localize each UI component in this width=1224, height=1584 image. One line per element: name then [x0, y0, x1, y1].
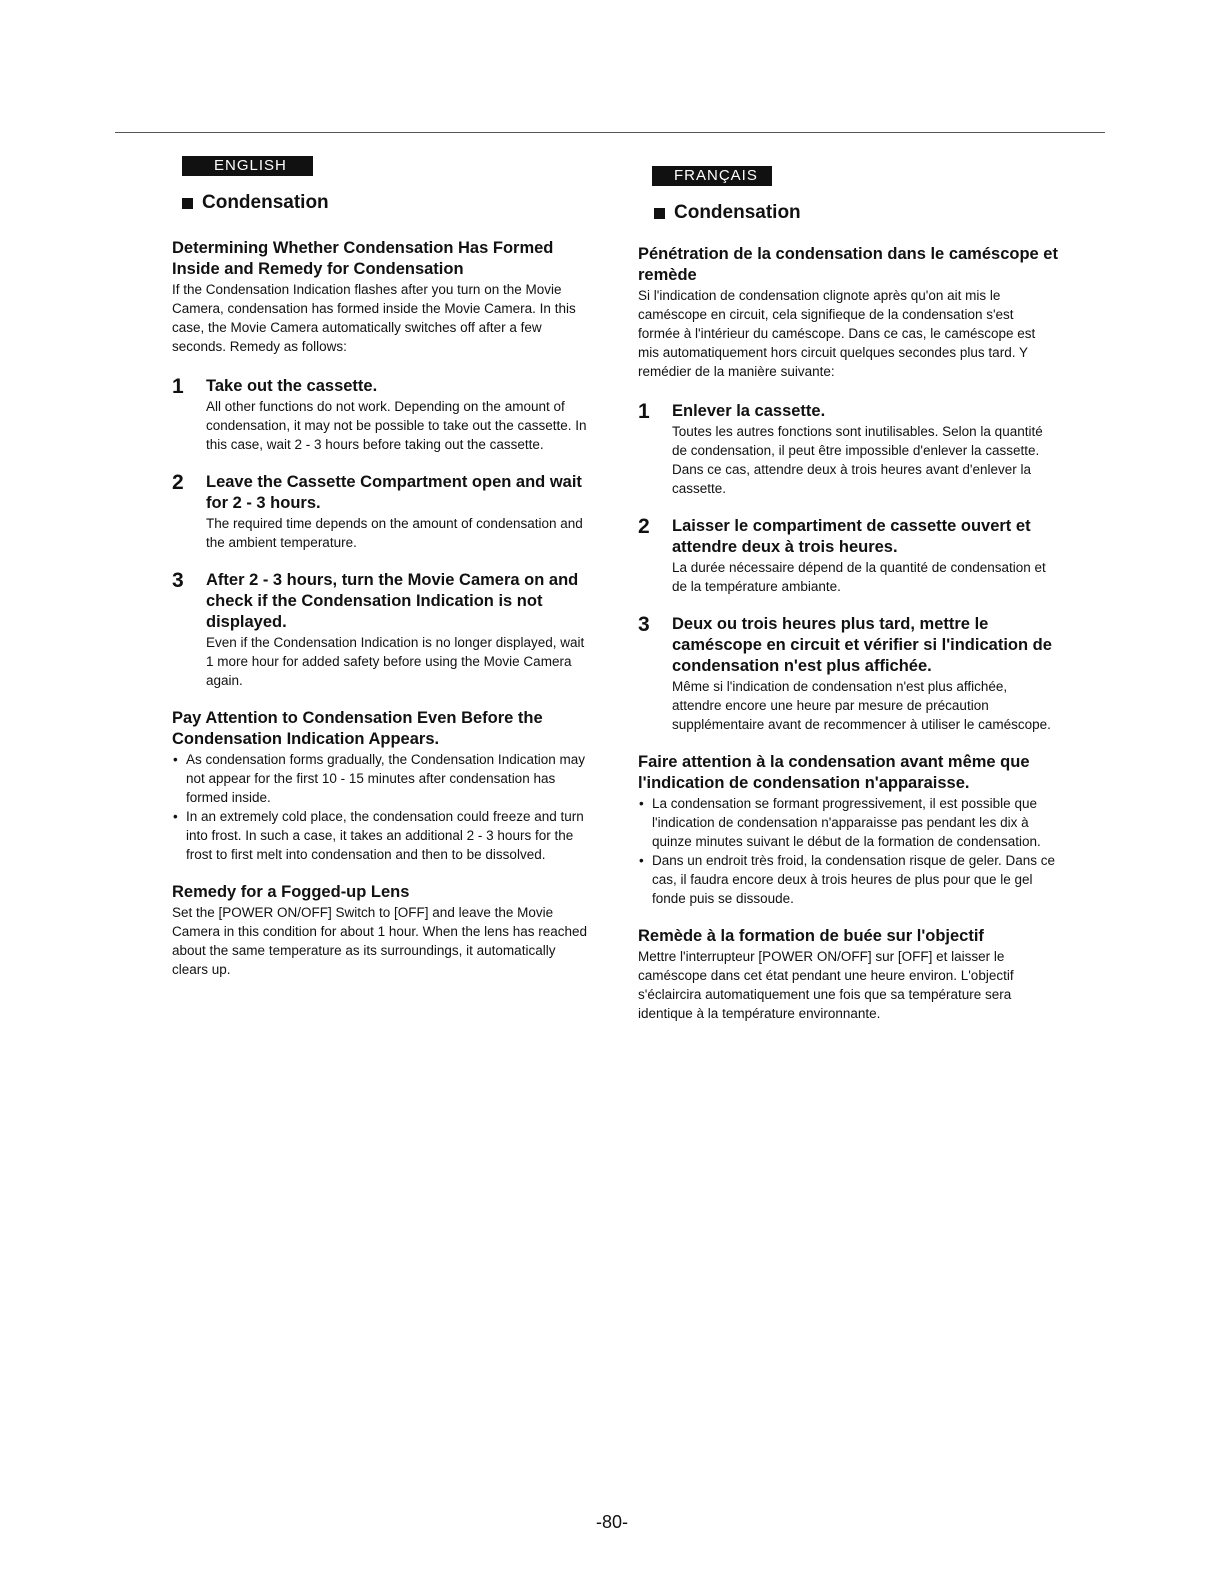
french-attention-list [638, 794, 1058, 908]
step-text: Même si l'indication de condensation n'est plus affichée, attendre encore une heure par mesure de précaution supplémentaire avant de recommencer à utiliser le caméscope. [672, 679, 1051, 732]
english-section-title [182, 192, 592, 214]
french-intro-text: Si l'indication de condensation clignote après qu'on ait mis le caméscope en circuit, cela signifieque de la condensation s'est formée à l'intérieur du caméscope. Dans ce cas, le caméscope est mis automatiquement hors circuit quelques secondes plus tard. Y remédier de la manière suivante: [638, 288, 1036, 379]
list-item: • In an extremely cold place, the condensation could freeze and turn into frost. In such a case, it takes an additional 2 - 3 hours for the frost to first melt into condensation and then to be dissolved. [172, 807, 592, 864]
square-bullet-icon [182, 198, 193, 209]
step-title: Laisser le compartiment de cassette ouvert et attendre deux à trois heures. [672, 517, 1031, 556]
step-number: 2 [638, 515, 650, 538]
english-lens-text: Set the [POWER ON/OFF] Switch to [OFF] and leave the Movie Camera in this condition for about 1 hour. When the lens has reached about the same temperature as its surroundings, it automatically clears up. [172, 905, 587, 977]
step-text: All other functions do not work. Depending on the amount of condensation, it may not be possible to take out the cassette. In this case, wait 2 - 3 hours before taking out the cassette. [206, 399, 587, 452]
french-section-title-text: Condensation [674, 202, 801, 223]
step-text: Toutes les autres fonctions sont inutilisables. Selon la quantité de condensation, il peut être impossible d'enlever la cassette. Dans ce cas, attendre deux à trois heures avant d'enlever la cassette. [672, 424, 1043, 496]
step-title: Enlever la cassette. [672, 402, 826, 420]
list-item: • La condensation se formant progressivement, il est possible que l'indication de condensation n'apparaisse pas pendant les dix à quinze minutes suivant le début de la formation de condensation. [638, 794, 1058, 851]
step-number: 1 [638, 400, 650, 423]
french-language-label: FRANÇAIS [652, 166, 772, 186]
french-step-3 [638, 614, 1058, 734]
french-intro-heading: Pénétration de la condensation dans le caméscope et remède [638, 245, 1058, 284]
square-bullet-icon [654, 208, 665, 219]
french-lens-text: Mettre l'interrupteur [POWER ON/OFF] sur [OFF] et laisser le caméscope dans cet état pendant une heure environ. L'objectif s'éclaircira automatiquement une fois que sa température sera identique à la température environnante. [638, 949, 1014, 1021]
english-intro-text: If the Condensation Indication flashes after you turn on the Movie Camera, condensation has formed inside the Movie Camera. In this case, the Movie Camera automatically switches off after a few seconds. Remedy as follows: [172, 282, 576, 354]
page-number: -80- [595, 1512, 628, 1532]
french-step-2 [638, 516, 1058, 596]
french-section-title [654, 202, 1058, 224]
french-step-1 [638, 401, 1058, 498]
english-attention-heading: Pay Attention to Condensation Even Before the Condensation Indication Appears. [172, 709, 543, 748]
step-number: 3 [638, 613, 650, 636]
step-title: Take out the cassette. [206, 377, 378, 395]
french-attention-heading: Faire attention à la condensation avant même que l'indication de condensation n'apparaisse. [638, 753, 1030, 792]
step-number: 1 [172, 375, 184, 398]
step-title: Leave the Cassette Compartment open and wait for 2 - 3 hours. [206, 473, 582, 512]
french-column [638, 166, 1058, 1023]
step-number: 2 [172, 471, 184, 494]
english-attention-list [172, 750, 592, 864]
french-lens-heading: Remède à la formation de buée sur l'objectif [638, 927, 984, 945]
step-text: La durée nécessaire dépend de la quantité de condensation et de la température ambiante. [672, 560, 1046, 594]
top-rule [115, 132, 1105, 133]
english-intro-heading: Determining Whether Condensation Has Formed Inside and Remedy for Condensation [172, 239, 554, 278]
list-item: • Dans un endroit très froid, la condensation risque de geler. Dans ce cas, il faudra encore deux à trois heures de plus pour que le gel fonde puis se dissoude. [638, 851, 1058, 908]
english-column [172, 156, 592, 979]
step-title: Deux ou trois heures plus tard, mettre le caméscope en circuit et vérifier si l'indication de condensation n'est plus affichée. [672, 615, 1052, 675]
english-lens-heading: Remedy for a Fogged-up Lens [172, 883, 410, 901]
english-step-2 [172, 472, 592, 552]
step-number: 3 [172, 569, 184, 592]
step-text: Even if the Condensation Indication is no longer displayed, wait 1 more hour for added safety before using the Movie Camera again. [206, 635, 585, 688]
english-language-label: ENGLISH [182, 156, 313, 176]
list-item: • As condensation forms gradually, the Condensation Indication may not appear for the first 10 - 15 minutes after condensation has formed inside. [172, 750, 592, 807]
english-step-1 [172, 376, 592, 454]
step-title: After 2 - 3 hours, turn the Movie Camera on and check if the Condensation Indication is not displayed. [206, 571, 579, 631]
english-step-3 [172, 570, 592, 690]
step-text: The required time depends on the amount of condensation and the ambient temperature. [206, 516, 583, 550]
english-section-title-text: Condensation [202, 192, 329, 213]
